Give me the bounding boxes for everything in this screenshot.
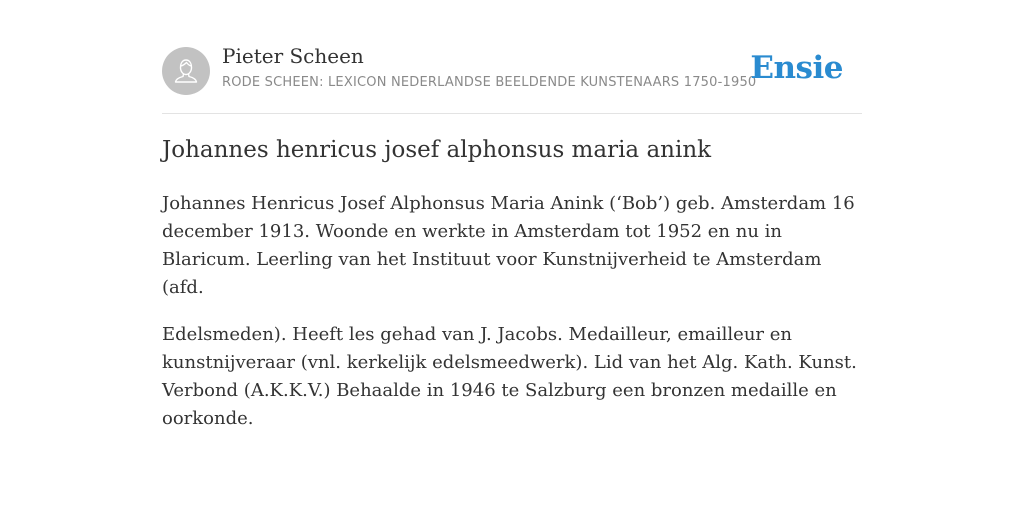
source-publication: RODE SCHEEN: LEXICON NEDERLANDSE BEELDENDE KUNSTENAARS 1750-1950: [222, 75, 757, 90]
user-silhouette-icon: [162, 47, 210, 95]
article-card: [162, 0, 862, 429]
author-name[interactable]: Pieter Scheen: [222, 44, 364, 68]
user-avatar-icon[interactable]: [162, 47, 210, 95]
ensie-logo[interactable]: Ensie: [750, 50, 843, 86]
article-title: Johannes henricus josef alphonsus maria anink: [162, 137, 712, 163]
article-paragraph: Edelsmeden). Heeft les gehad van J. Jacobs. Medailleur, emailleur en kunstnijveraar (vnl. kerkelijk edelsmeedwerk). Lid van het Alg. Kath. Kunst. Verbond (A.K.K.V.) Behaalde in 1946 te Salzburg een bronzen medaille en oorkonde.: [162, 324, 857, 429]
article-header: [162, 0, 862, 114]
article-paragraph: Johannes Henricus Josef Alphonsus Maria Anink (‘Bob’) geb. Amsterdam 16 december 1913. Woonde en werkte in Amsterdam tot 1952 en nu in Blaricum. Leerling van het Instituut voor Kunstnijverheid te Amsterdam (afd.: [162, 193, 855, 298]
article-body: [162, 190, 862, 452]
